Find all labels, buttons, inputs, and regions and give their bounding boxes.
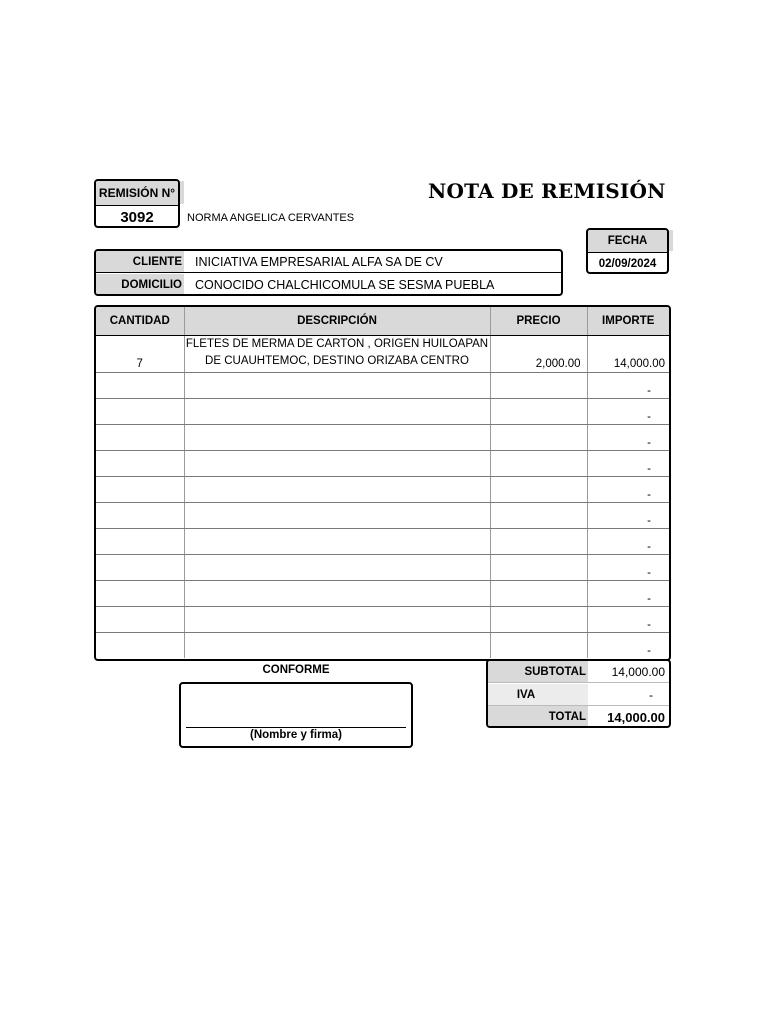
row-amount: - — [587, 451, 669, 477]
row-amount: - — [587, 529, 669, 555]
header-description: DESCRIPCIÓN — [184, 307, 490, 336]
signature-line — [186, 727, 406, 728]
row-amount: - — [587, 555, 669, 581]
signature-box — [179, 682, 413, 748]
row-description — [184, 336, 490, 373]
document-title: NOTA DE REMISIÓN — [428, 179, 666, 203]
address-value: CONOCIDO CHALCHICOMULA SE SESMA PUEBLA — [195, 278, 495, 292]
client-value: INICIATIVA EMPRESARIAL ALFA SA DE CV — [195, 254, 443, 269]
totals-box — [486, 659, 671, 728]
remision-number-box — [94, 179, 180, 228]
table-row — [96, 336, 669, 373]
row-description-line: DE CUAUHTEMOC, DESTINO ORIZABA CENTRO — [205, 355, 469, 367]
table-row — [96, 529, 669, 555]
conforme-label: CONFORME — [262, 664, 330, 676]
total-value: 14,000.00 — [607, 709, 665, 725]
address-label: DOMICILIO — [96, 274, 184, 296]
remision-number: 3092 — [120, 208, 154, 226]
remision-label: REMISIÓN N° — [96, 181, 178, 206]
client-row — [96, 251, 561, 273]
items-table — [94, 305, 671, 661]
table-row — [96, 503, 669, 529]
row-amount: - — [587, 581, 669, 607]
row-amount: - — [587, 425, 669, 451]
row-amount: - — [587, 373, 669, 399]
header-quantity: CANTIDAD — [96, 307, 184, 336]
table-row — [96, 633, 669, 659]
row-amount: - — [587, 607, 669, 633]
table-row — [96, 451, 669, 477]
table-row — [96, 477, 669, 503]
issuer-name: NORMA ANGELICA CERVANTES — [187, 212, 355, 224]
iva-row — [488, 684, 669, 706]
signature-caption: (Nombre y firma) — [249, 729, 343, 741]
row-description-line: FLETES DE MERMA DE CARTON , ORIGEN HUILOAPAN — [185, 338, 489, 350]
header-price: PRECIO — [490, 307, 587, 336]
date-box — [586, 228, 669, 274]
total-label: TOTAL — [488, 706, 588, 728]
client-box — [94, 249, 563, 296]
table-row — [96, 399, 669, 425]
table-header-row — [96, 307, 669, 336]
date-label-shade — [669, 230, 673, 251]
row-amount: - — [587, 399, 669, 425]
row-amount: 14,000.00 — [587, 336, 669, 373]
row-amount: - — [587, 503, 669, 529]
row-quantity: 7 — [96, 336, 184, 373]
row-amount: - — [587, 477, 669, 503]
subtotal-label: SUBTOTAL — [488, 661, 588, 682]
table-row — [96, 555, 669, 581]
subtotal-value: 14,000.00 — [611, 664, 665, 679]
table-row — [96, 373, 669, 399]
row-amount: - — [647, 645, 651, 657]
header-amount: IMPORTE — [587, 307, 669, 336]
date-label: FECHA — [588, 230, 667, 253]
total-row — [488, 706, 669, 728]
iva-value: - — [649, 687, 653, 702]
client-label: CLIENTE — [96, 251, 184, 272]
table-row — [96, 581, 669, 607]
table-row — [96, 607, 669, 633]
subtotal-row — [488, 661, 669, 683]
iva-label: IVA — [488, 684, 588, 705]
row-price: 2,000.00 — [490, 336, 587, 373]
remision-label-shade — [180, 181, 184, 204]
address-row — [96, 274, 561, 296]
table-row — [96, 425, 669, 451]
date-value: 02/09/2024 — [598, 257, 657, 270]
